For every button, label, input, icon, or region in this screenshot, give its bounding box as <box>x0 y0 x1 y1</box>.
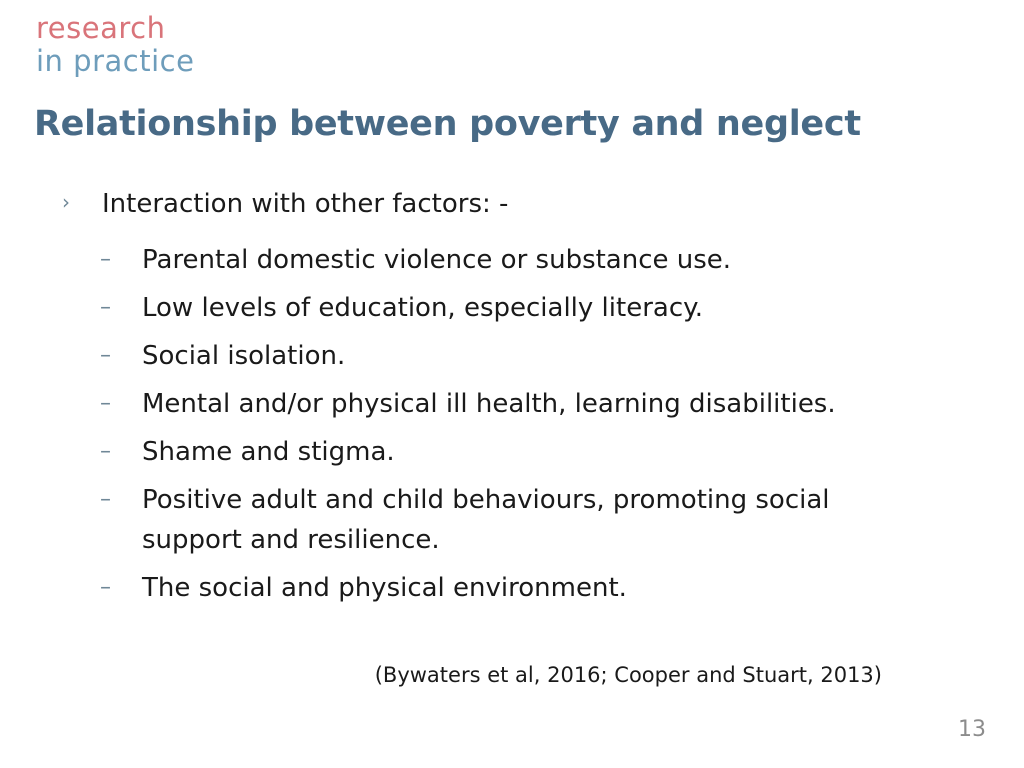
research-in-practice-logo <box>36 12 194 78</box>
sub-bullet-list <box>100 240 920 616</box>
slide-title: Relationship between poverty and neglect <box>34 104 861 144</box>
sub-bullet-text: Mental and/or physical ill health, learning disabilities. <box>142 389 836 419</box>
main-bullet-text: Interaction with other factors: - <box>102 189 509 219</box>
dash-icon: – <box>100 391 111 416</box>
sub-bullet-item <box>100 240 920 280</box>
logo-line-in-practice: in practice <box>36 44 195 78</box>
logo-line-research: research <box>36 11 166 45</box>
dash-icon: – <box>100 247 111 272</box>
page-number: 13 <box>958 717 986 742</box>
dash-icon: – <box>100 439 111 464</box>
sub-bullet-text: Low levels of education, especially literacy. <box>142 293 704 323</box>
sub-bullet-item <box>100 568 920 608</box>
dash-icon: – <box>100 575 111 600</box>
dash-icon: – <box>100 343 111 368</box>
dash-icon: – <box>100 487 111 512</box>
sub-bullet-item <box>100 288 920 328</box>
sub-bullet-text: The social and physical environment. <box>142 573 627 603</box>
sub-bullet-item <box>100 336 920 376</box>
sub-bullet-text: Positive adult and child behaviours, promoting social support and resilience. <box>142 485 830 555</box>
chevron-right-icon: › <box>62 190 70 214</box>
dash-icon: – <box>100 295 111 320</box>
citation: (Bywaters et al, 2016; Cooper and Stuart, 2013) <box>374 663 882 687</box>
sub-bullet-item <box>100 384 920 424</box>
sub-bullet-item <box>100 480 920 560</box>
sub-bullet-text: Social isolation. <box>142 341 346 371</box>
sub-bullet-item <box>100 432 920 472</box>
sub-bullet-text: Parental domestic violence or substance use. <box>142 245 732 275</box>
sub-bullet-text: Shame and stigma. <box>142 437 395 467</box>
